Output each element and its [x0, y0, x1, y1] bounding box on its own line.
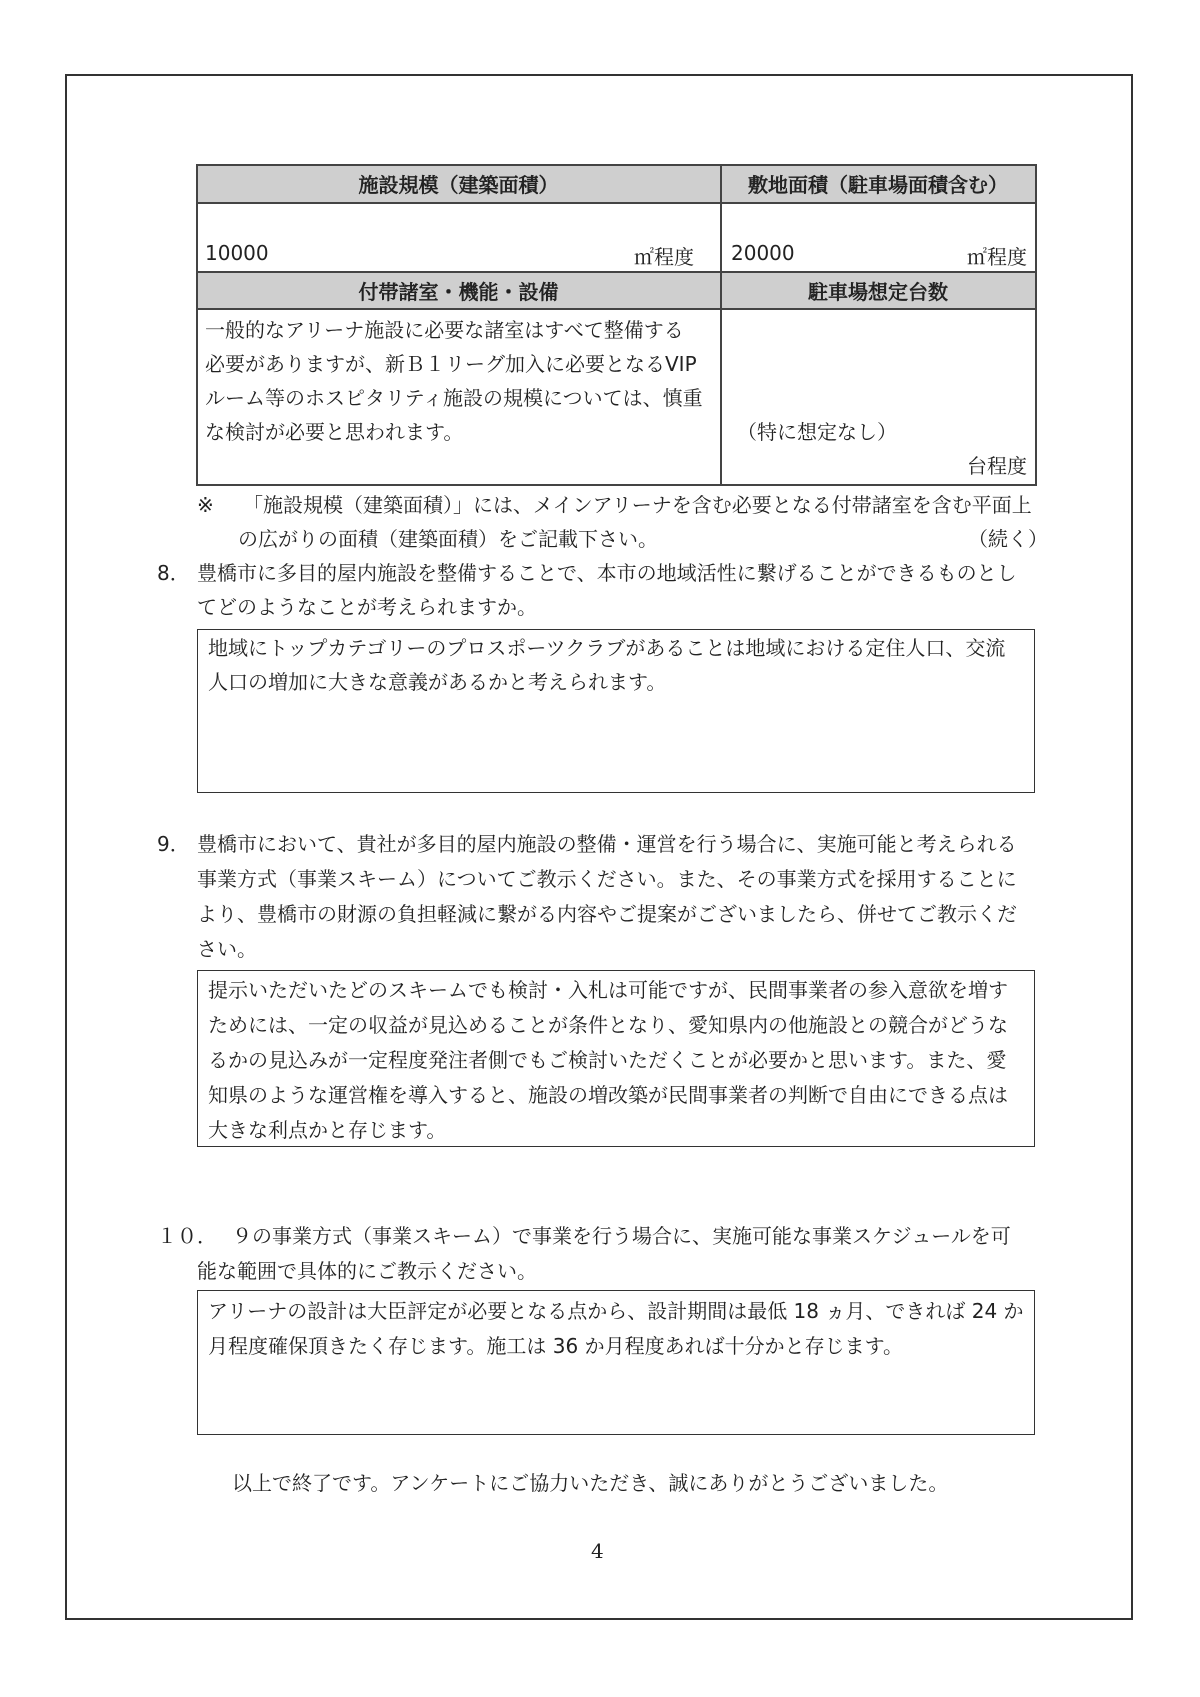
- building-area-value: 10000: [205, 241, 269, 265]
- q10-answer-line-1: アリーナの設計は大臣評定が必要となる点から、設計期間は最低 18 ヵ月、できれば 24 か: [208, 1299, 1024, 1323]
- table-header-rooms-label: 付帯諸室・機能・設備: [358, 279, 559, 304]
- q8-answer-line-2: 人口の増加に大きな意義があるかと考えられます。: [208, 670, 667, 694]
- q9-line-1: 豊橋市において、貴社が多目的屋内施設の整備・運営を行う場合に、実施可能と考えられる: [197, 832, 1017, 856]
- q9-answer-box: [197, 970, 1035, 1147]
- note-line-2: の広がりの面積（建築面積）をご記載下さい。: [238, 527, 658, 551]
- table-header-building-area: [197, 165, 720, 202]
- q10-line-2: 能な範囲で具体的にご教示ください。: [197, 1259, 537, 1283]
- note-mark: ※: [197, 493, 214, 517]
- q9-answer-line-5: 大きな利点かと存じます。: [208, 1118, 447, 1142]
- q9-line-4: さい。: [197, 937, 257, 961]
- q9-line-3: より、豊橋市の財源の負担軽減に繋がる内容やご提案がございましたら、併せてご教示くだ: [197, 902, 1017, 926]
- table-header-site-area-label: 敷地面積（駐車場面積含む）: [748, 173, 1008, 197]
- q9-answer-line-2: ためには、一定の収益が見込めることが条件となり、愛知県内の他施設との競合がどうな: [208, 1013, 1008, 1037]
- q10-number: １０．: [157, 1224, 217, 1248]
- q8-number: 8．: [157, 561, 190, 585]
- site-area-unit: ㎡程度: [967, 245, 1027, 269]
- site-area-value: 20000: [731, 241, 795, 265]
- q9-line-2: 事業方式（事業スキーム）についてご教示ください。また、その事業方式を採用することに: [197, 867, 1017, 891]
- rooms-line-3: ルーム等のホスピタリティ施設の規模については、慎重: [205, 386, 703, 410]
- q10-line-1: ９の事業方式（事業スキーム）で事業を行う場合に、実施可能な事業スケジュールを可: [232, 1224, 1011, 1248]
- rooms-line-1: 一般的なアリーナ施設に必要な諸室はすべて整備する: [205, 318, 684, 342]
- q10-answer-box: [197, 1290, 1035, 1435]
- note-line-1: 「施設規模（建築面積）」には、メインアリーナを含む必要となる付帯諸室を含む平面上: [243, 493, 1032, 517]
- rooms-line-4: な検討が必要と思われます。: [205, 420, 464, 444]
- q9-answer-line-1: 提示いただいたどのスキームでも検討・入札は可能ですが、民間事業者の参入意欲を増す: [208, 978, 1008, 1002]
- closing-message: 以上で終了です。アンケートにご協力いただき、誠にありがとうございました。: [232, 1471, 949, 1495]
- rooms-line-2: 必要がありますが、新Ｂ１リーグ加入に必要となるVIP: [205, 352, 697, 376]
- parking-value: （特に想定なし）: [737, 420, 897, 444]
- table-header-parking: [721, 272, 1035, 308]
- q9-answer-line-3: るかの見込みが一定程度発注者側でもご検討いただくことが必要かと思います。また、愛: [208, 1048, 1007, 1072]
- parking-unit: 台程度: [967, 454, 1027, 478]
- table-header-parking-label: 駐車場想定台数: [808, 279, 948, 304]
- table-header-site-area: [721, 165, 1035, 202]
- page-number: 4: [591, 1539, 604, 1563]
- q8-answer-line-1: 地域にトップカテゴリーのプロスポーツクラブがあることは地域における定住人口、交流: [208, 636, 1006, 660]
- q9-number: 9．: [157, 832, 190, 856]
- q8-answer-box: [197, 629, 1035, 793]
- table-header-rooms: [197, 272, 720, 308]
- q9-answer-line-4: 知県のような運営権を導入すると、施設の増改築が民間事業者の判断で自由にできる点は: [208, 1083, 1008, 1107]
- q8-line-2: てどのようなことが考えられますか。: [197, 595, 537, 619]
- table-header-building-area-label: 施設規模（建築面積）: [358, 173, 559, 197]
- q8-line-1: 豊橋市に多目的屋内施設を整備することで、本市の地域活性に繋げることができるものとし: [197, 561, 1017, 585]
- q10-answer-line-2: 月程度確保頂きたく存じます。施工は 36 か月程度あれば十分かと存じます。: [208, 1334, 903, 1358]
- building-area-unit: ㎡程度: [634, 245, 694, 269]
- note-continued: （続く）: [968, 527, 1048, 551]
